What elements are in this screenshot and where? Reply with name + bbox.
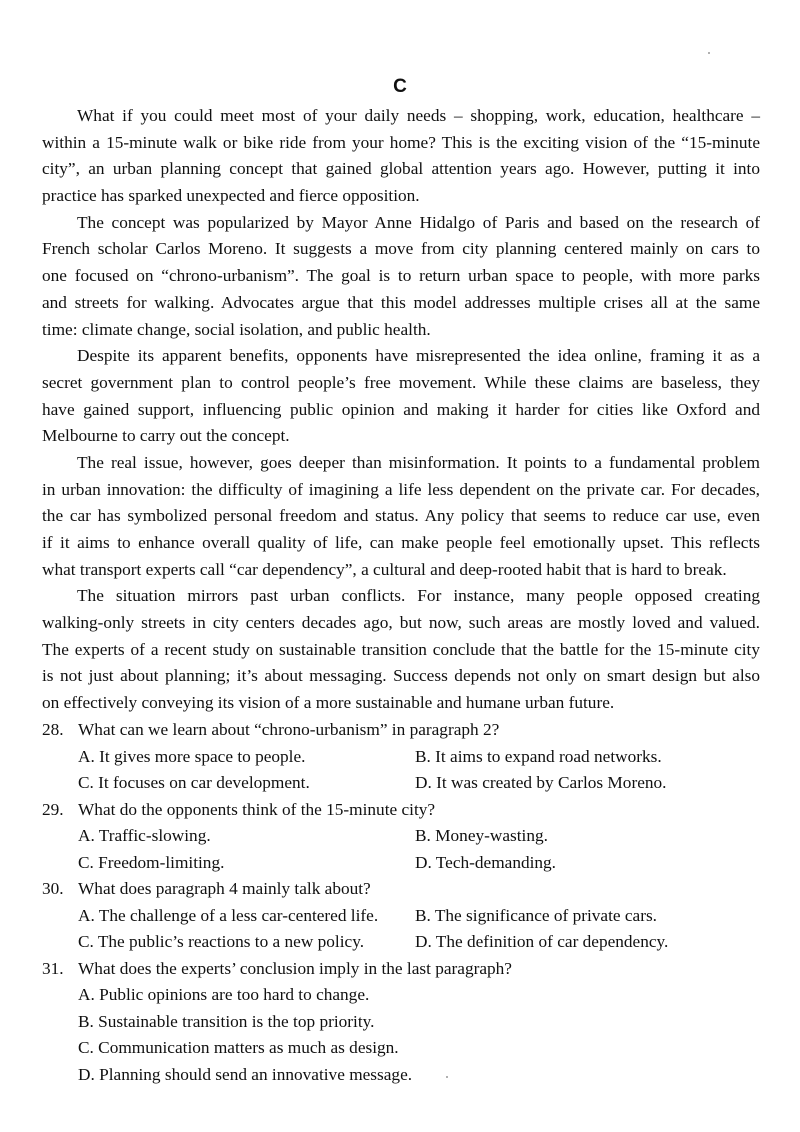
- reading-passage: [42, 103, 760, 717]
- paragraph: [42, 210, 760, 343]
- question-number: 31.: [42, 958, 64, 978]
- paragraph-line: The experts of a recent study on sustainable transition conclude that the battle for the 15-minute city: [42, 639, 760, 659]
- answer-option[interactable]: D. It was created by Carlos Moreno.: [415, 773, 667, 792]
- answer-option[interactable]: C. Freedom-limiting.: [78, 852, 225, 872]
- answer-option[interactable]: C. Communication matters as much as design.: [78, 1038, 399, 1057]
- question-number: 28.: [42, 720, 64, 739]
- question-stem: [42, 717, 760, 744]
- answer-option[interactable]: B. It aims to expand road networks.: [415, 746, 662, 766]
- option-row: [42, 1009, 760, 1036]
- question-stem: [42, 956, 760, 983]
- option-row: [42, 929, 760, 956]
- answer-option[interactable]: D. Tech-demanding.: [415, 852, 557, 872]
- paragraph-line: The situation mirrors past urban conflicts. For instance, many people opposed creating: [77, 586, 760, 606]
- paragraph-line: time: climate change, social isolation, and public health.: [42, 319, 431, 339]
- option-row: [42, 1035, 760, 1062]
- paragraph-line: have gained support, influencing public opinion and making it harder for cities like Oxford and: [42, 399, 760, 419]
- paragraph-line: Melbourne to carry out the concept.: [42, 426, 290, 446]
- paragraph: [42, 583, 760, 716]
- paragraph: [42, 450, 760, 583]
- answer-option[interactable]: A. Public opinions are too hard to change.: [78, 985, 370, 1004]
- question-stem: [42, 797, 760, 824]
- paragraph-line: and streets for walking. Advocates argue that this model addresses multiple crises all at the same: [42, 292, 760, 312]
- paragraph: [42, 103, 760, 210]
- question-number: 30.: [42, 879, 64, 898]
- paragraph-line: city”, an urban planning concept that gained global attention years ago. However, putting it into: [42, 159, 760, 179]
- question-item: [42, 717, 760, 797]
- question-item: [42, 876, 760, 956]
- question-text: What can we learn about “chrono-urbanism” in paragraph 2?: [78, 720, 500, 739]
- answer-option[interactable]: B. Sustainable transition is the top priority.: [78, 1011, 375, 1031]
- question-item: [42, 956, 760, 1089]
- paragraph-line: one focused on “chrono-urbanism”. The goal is to return urban space to people, with more parks: [42, 266, 760, 286]
- scan-speck: [708, 52, 710, 54]
- option-row: [42, 982, 760, 1009]
- option-row: [42, 1062, 760, 1089]
- answer-option[interactable]: A. Traffic-slowing.: [78, 826, 211, 845]
- answer-option[interactable]: B. Money-wasting.: [415, 826, 548, 845]
- paragraph: [42, 343, 760, 450]
- option-row: [42, 903, 760, 930]
- paragraph-line: What if you could meet most of your daily needs – shopping, work, education, healthcare –: [77, 106, 760, 125]
- section-title: C: [393, 76, 407, 97]
- question-number: 29.: [42, 799, 64, 819]
- answer-option[interactable]: B. The significance of private cars.: [415, 905, 658, 925]
- answer-option[interactable]: D. The definition of car dependency.: [415, 932, 669, 951]
- question-list: [42, 717, 760, 1088]
- answer-option[interactable]: D. Planning should send an innovative message.: [78, 1064, 413, 1084]
- paragraph-line: secret government plan to control people’s free movement. While these claims are baseless, they: [42, 372, 760, 392]
- paragraph-line: practice has sparked unexpected and fierce opposition.: [42, 186, 420, 206]
- paragraph-line: in urban innovation: the difficulty of imagining a life less dependent on the private car. For decades,: [42, 479, 760, 499]
- paragraph-line: walking-only streets in city centers decades ago, but now, such areas are mostly loved and valued.: [42, 613, 760, 633]
- question-item: [42, 797, 760, 877]
- paragraph-line: Despite its apparent benefits, opponents have misrepresented the idea online, framing it as a: [77, 346, 760, 366]
- question-text: What does the experts’ conclusion imply in the last paragraph?: [78, 958, 512, 978]
- paragraph-line: The concept was popularized by Mayor Anne Hidalgo of Paris and based on the research of: [77, 212, 760, 232]
- answer-option[interactable]: A. The challenge of a less car-centered life.: [78, 905, 379, 925]
- paragraph-line: if it aims to enhance overall quality of life, can make people feel emotionally upset. This reflects: [42, 533, 760, 552]
- paragraph-line: what transport experts call “car dependency”, a cultural and deep-rooted habit that is hard to break.: [42, 559, 727, 579]
- question-text: What do the opponents think of the 15-minute city?: [78, 799, 436, 819]
- paragraph-line: French scholar Carlos Moreno. It suggests a move from city planning centered mainly on cars to: [42, 239, 760, 259]
- answer-option[interactable]: A. It gives more space to people.: [78, 746, 306, 766]
- paragraph-line: within a 15-minute walk or bike ride from your home? This is the exciting vision of the “15-minute: [42, 132, 760, 152]
- answer-option[interactable]: C. It focuses on car development.: [78, 773, 310, 792]
- option-row: [42, 823, 760, 850]
- question-text: What does paragraph 4 mainly talk about?: [78, 879, 371, 898]
- paragraph-line: on effectively conveying its vision of a more sustainable and humane urban future.: [42, 693, 615, 713]
- paragraph-line: is not just about planning; it’s about messaging. Success depends not only on smart design but also: [42, 666, 760, 686]
- option-row: [42, 744, 760, 771]
- option-row: [42, 850, 760, 877]
- paragraph-line: The real issue, however, goes deeper than misinformation. It points to a fundamental problem: [77, 452, 760, 472]
- answer-option[interactable]: C. The public’s reactions to a new policy.: [78, 932, 365, 951]
- question-stem: [42, 876, 760, 903]
- option-row: [42, 770, 760, 797]
- paragraph-line: the car has symbolized personal freedom and status. Any policy that seems to reduce car use, even: [42, 506, 760, 526]
